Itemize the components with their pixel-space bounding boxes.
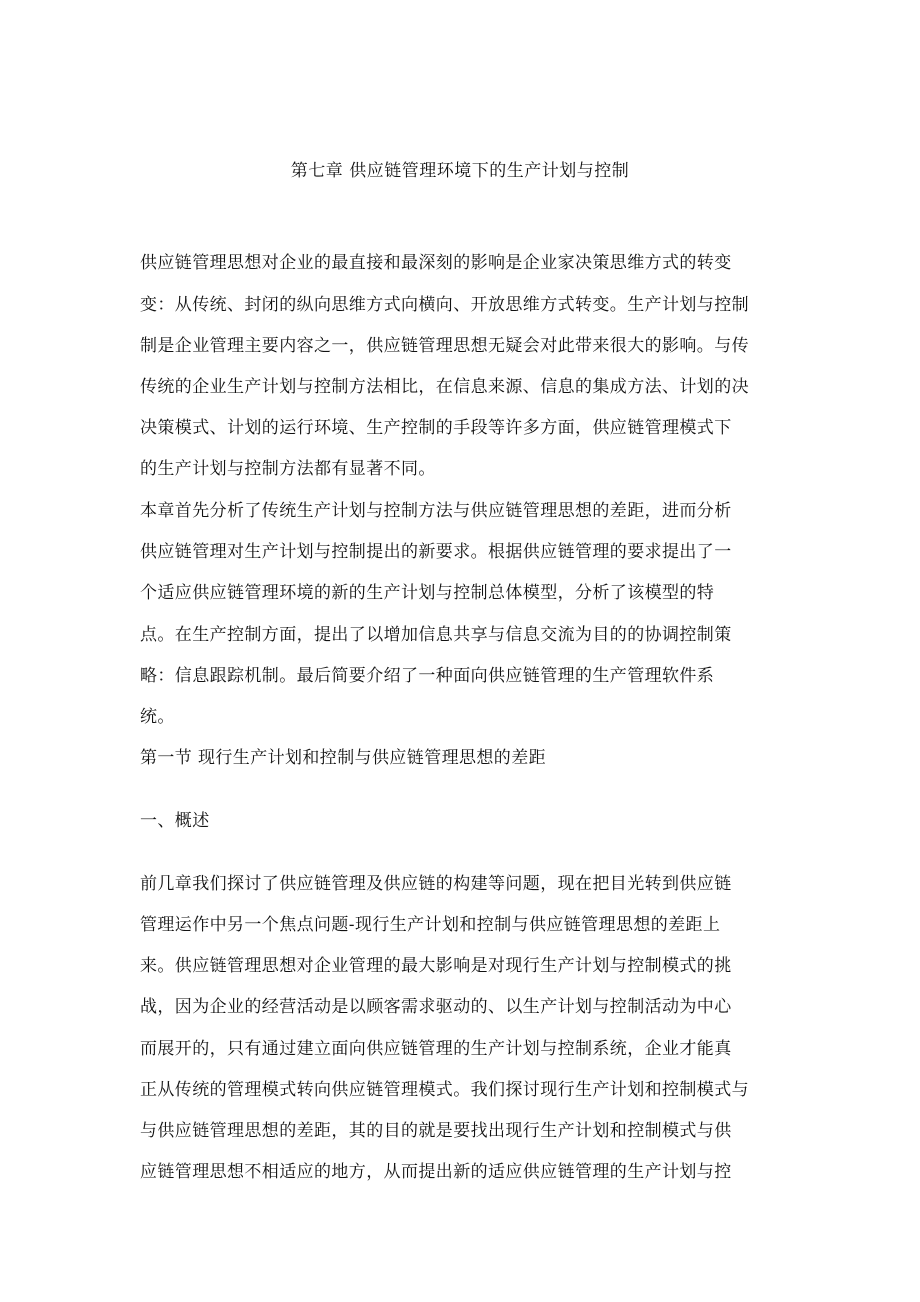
paragraph-1-line-1: 供应链管理思想对企业的最直接和最深刻的影响是企业家决策思维方式的转变 bbox=[140, 253, 732, 273]
paragraph-3-line-2: 管理运作中另一个焦点问题-现行生产计划和控制与供应链管理思想的差距上 bbox=[140, 915, 721, 935]
paragraph-2-line-3: 个适应供应链管理环境的新的生产计划与控制总体模型，分析了该模型的特 bbox=[140, 583, 715, 603]
paragraph-3-line-4: 战，因为企业的经营活动是以顾客需求驱动的、以生产计划与控制活动为中心 bbox=[140, 997, 732, 1017]
paragraph-3-line-8: 应链管理思想不相适应的地方，从而提出新的适应供应链管理的生产计划与控 bbox=[140, 1162, 732, 1182]
paragraph-2-line-1: 本章首先分析了传统生产计划与控制方法与供应链管理思想的差距，进而分析 bbox=[140, 501, 732, 521]
section-heading: 第一节 现行生产计划和控制与供应链管理思想的差距 bbox=[140, 748, 547, 768]
paragraph-1-line-6: 的生产计划与控制方法都有显著不同。 bbox=[140, 459, 436, 479]
paragraph-2-line-4: 点。在生产控制方面，提出了以增加信息共享与信息交流为目的的协调控制策 bbox=[140, 625, 732, 645]
paragraph-2-line-5: 略：信息跟踪机制。最后简要介绍了一种面向供应链管理的生产管理软件系 bbox=[140, 666, 715, 686]
paragraph-1-line-4: 传统的企业生产计划与控制方法相比，在信息来源、信息的集成方法、计划的决 bbox=[140, 377, 749, 397]
paragraph-3-line-7: 与供应链管理思想的差距，其的目的就是要找出现行生产计划和控制模式与供 bbox=[140, 1121, 732, 1141]
paragraph-3-line-5: 而展开的，只有通过建立面向供应链管理的生产计划与控制系统，企业才能真 bbox=[140, 1039, 732, 1059]
paragraph-3-line-3: 来。供应链管理思想对企业管理的最大影响是对现行生产计划与控制模式的挑 bbox=[140, 956, 732, 976]
chapter-title: 第七章 供应链管理环境下的生产计划与控制 bbox=[290, 161, 630, 181]
subsection-heading: 一、概述 bbox=[140, 811, 210, 831]
paragraph-2-line-6: 统。 bbox=[140, 707, 175, 727]
paragraph-3-line-6: 正从传统的管理模式转向供应链管理模式。我们探讨现行生产计划和控制模式与 bbox=[140, 1080, 749, 1100]
paragraph-1-line-5: 决策模式、计划的运行环境、生产控制的手段等许多方面，供应链管理模式下 bbox=[140, 418, 732, 438]
paragraph-3-line-1: 前几章我们探讨了供应链管理及供应链的构建等问题，现在把目光转到供应链 bbox=[140, 874, 732, 894]
paragraph-2-line-2: 供应链管理对生产计划与控制提出的新要求。根据供应链管理的要求提出了一 bbox=[140, 542, 732, 562]
paragraph-1-line-2: 变：从传统、封闭的纵向思维方式向横向、开放思维方式转变。生产计划与控制 bbox=[140, 295, 749, 315]
paragraph-1-line-3: 制是企业管理主要内容之一，供应链管理思想无疑会对此带来很大的影响。与传 bbox=[140, 336, 749, 356]
